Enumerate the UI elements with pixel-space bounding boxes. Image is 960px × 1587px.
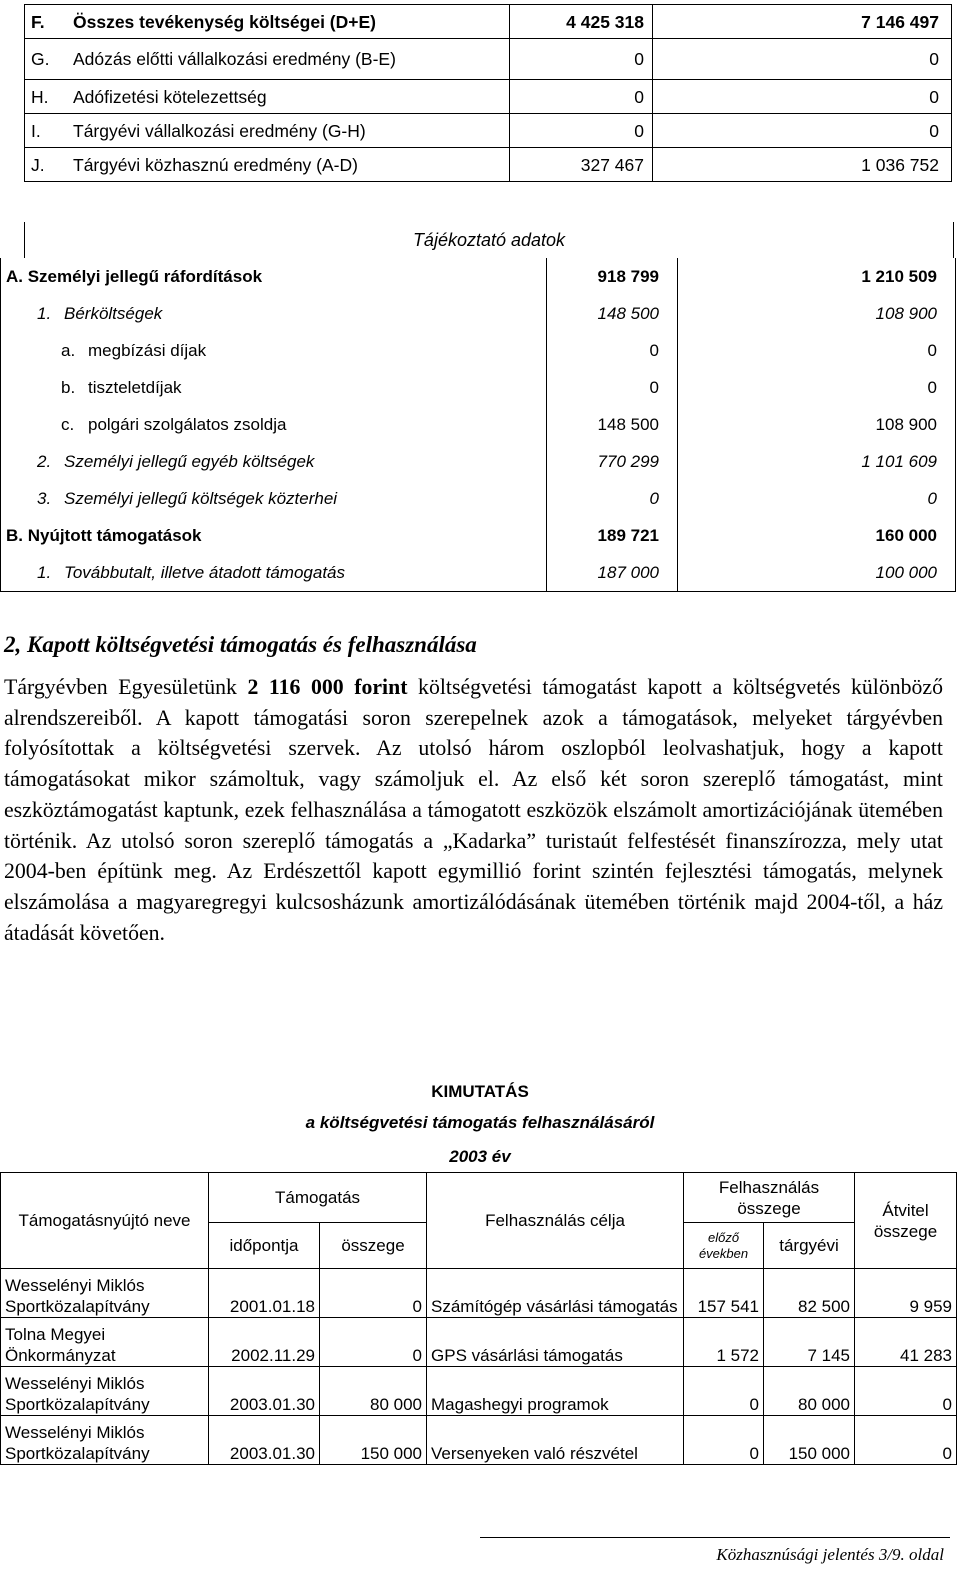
row-number: c. [61,414,75,434]
cell-prev: 157 541 [684,1269,764,1318]
row-text: Továbbutalt, illetve átadott támogatás [64,562,345,582]
row-text: megbízási díjak [88,340,207,360]
row-value-prev: 0 [510,114,653,148]
row-label: Tárgyévi vállalkozási eredmény (G-H) [67,114,510,148]
row-label [1,443,547,480]
row-label [1,258,547,295]
table-row [1,258,956,295]
table-row [1,480,956,517]
header-carry: Átvitel összege [855,1173,957,1269]
cell-purpose: Versenyeken való részvétel [427,1416,684,1465]
row-code: F. [25,5,68,39]
row-value-current: 1 036 752 [653,148,952,182]
cell-current: 80 000 [764,1367,855,1416]
table-row [25,114,952,148]
row-value-current: 0 [653,80,952,114]
row-number: 2. [37,451,52,471]
row-value-current: 7 146 497 [653,5,952,39]
report-title: KIMUTATÁS [431,1082,529,1101]
info-table-title: Tájékoztató adatok [24,222,954,258]
row-label [1,554,547,592]
cell-purpose: GPS vásárlási támogatás [427,1318,684,1367]
row-text: A. Személyi jellegű ráfordítások [6,266,263,286]
cell-purpose: Számítógép vásárlási támogatás [427,1269,684,1318]
row-value-prev: 4 425 318 [510,5,653,39]
cell-carry: 0 [855,1367,957,1416]
table-row [1,332,956,369]
table-header-row [1,1173,957,1223]
header-purpose: Felhasználás célja [427,1173,684,1269]
row-value-prev: 189 721 [547,517,678,554]
row-value-current: 0 [653,114,952,148]
row-label: Adózás előtti vállalkozási eredmény (B-E) [67,39,510,80]
table-row [1,295,956,332]
cell-provider: Wesselényi Miklós Sportközalapítvány [1,1416,209,1465]
cell-current: 82 500 [764,1269,855,1318]
cell-amount: 0 [320,1269,427,1318]
paragraph-intro: Tárgyévben Egyesületünk [4,675,248,699]
cell-date: 2003.01.30 [209,1416,320,1465]
row-text: tiszteletdíjak [88,377,182,397]
row-value-current: 1 101 609 [678,443,956,480]
row-value-prev: 148 500 [547,295,678,332]
cell-date: 2002.11.29 [209,1318,320,1367]
header-amount: összege [320,1223,427,1269]
cell-purpose: Magashegyi programok [427,1367,684,1416]
cell-provider: Wesselényi Miklós Sportközalapítvány [1,1269,209,1318]
cell-date: 2001.01.18 [209,1269,320,1318]
cell-prev: 0 [684,1367,764,1416]
row-value-current: 108 900 [678,406,956,443]
cell-current: 7 145 [764,1318,855,1367]
row-label [1,332,547,369]
cell-amount: 0 [320,1318,427,1367]
row-value-prev: 770 299 [547,443,678,480]
row-number: 1. [37,303,52,323]
row-code: I. [25,114,68,148]
page-footer: Közhasznúsági jelentés 3/9. oldal [716,1545,944,1564]
row-label [1,406,547,443]
header-support: Támogatás [209,1173,427,1223]
row-number: b. [61,377,76,397]
table-row [25,5,952,39]
row-text: B. Nyújtott támogatások [6,525,202,545]
table-row [25,80,952,114]
row-code: J. [25,148,68,182]
row-value-current: 100 000 [678,554,956,592]
row-value-current: 0 [678,332,956,369]
cell-prev: 1 572 [684,1318,764,1367]
table-row [1,517,956,554]
section-paragraph [4,672,943,948]
header-provider: Támogatásnyújtó neve [1,1173,209,1269]
row-label: Összes tevékenység költségei (D+E) [67,5,510,39]
paragraph-amount: 2 116 000 forint [247,675,408,699]
footer-divider [480,1537,950,1538]
table-row [1,1269,957,1318]
row-value-prev: 0 [547,480,678,517]
row-value-prev: 327 467 [510,148,653,182]
result-table [24,4,952,182]
row-value-current: 1 210 509 [678,258,956,295]
row-text: Bérköltségek [64,303,163,323]
row-number: a. [61,340,76,360]
row-value-current: 0 [678,480,956,517]
table-row [1,1318,957,1367]
table-row [1,554,956,592]
table-row [1,369,956,406]
cell-provider: Wesselényi Miklós Sportközalapítvány [1,1367,209,1416]
row-text: polgári szolgálatos zsoldja [88,414,287,434]
cell-amount: 80 000 [320,1367,427,1416]
table-row [1,443,956,480]
header-prev: előző években [684,1223,764,1269]
row-value-prev: 0 [510,80,653,114]
row-label [1,480,547,517]
info-table [0,258,956,592]
row-number: 3. [37,488,52,508]
cell-provider: Tolna Megyei Önkormányzat [1,1318,209,1367]
table-row [25,148,952,182]
table-row [1,406,956,443]
row-code: G. [25,39,68,80]
cell-current: 150 000 [764,1416,855,1465]
cell-prev: 0 [684,1416,764,1465]
row-number: 1. [37,562,52,582]
row-code: H. [25,80,68,114]
cell-amount: 150 000 [320,1416,427,1465]
row-value-current: 160 000 [678,517,956,554]
row-value-prev: 148 500 [547,406,678,443]
section-heading: 2, Kapott költségvetési támogatás és felhasználása [4,632,477,657]
row-label [1,517,547,554]
row-value-prev: 0 [547,369,678,406]
cell-carry: 9 959 [855,1269,957,1318]
report-year: 2003 év [449,1147,511,1166]
table-row [25,39,952,80]
row-value-prev: 0 [510,39,653,80]
cell-date: 2003.01.30 [209,1367,320,1416]
row-text: Személyi jellegű költségek közterhei [64,488,338,508]
row-value-prev: 187 000 [547,554,678,592]
header-date: időpontja [209,1223,320,1269]
row-value-prev: 0 [547,332,678,369]
header-current: tárgyévi [764,1223,855,1269]
table-row [1,1416,957,1465]
row-label [1,295,547,332]
row-text: Személyi jellegű egyéb költségek [64,451,315,471]
row-label: Tárgyévi közhasznú eredmény (A-D) [67,148,510,182]
support-table [0,1172,957,1465]
report-subtitle: a költségvetési támogatás felhasználásáról [305,1113,655,1132]
row-label: Adófizetési kötelezettség [67,80,510,114]
table-row [1,1367,957,1416]
row-value-current: 0 [678,369,956,406]
row-value-current: 0 [653,39,952,80]
row-value-current: 108 900 [678,295,956,332]
header-usage: Felhasználás összege [684,1173,855,1223]
row-value-prev: 918 799 [547,258,678,295]
cell-carry: 0 [855,1416,957,1465]
cell-carry: 41 283 [855,1318,957,1367]
paragraph-rest: költségvetési támogatást kapott a költségvetés különböző alrendszereiből. A kapott támogatási soron szerepelnek azok a támogatások, melyeket tárgyévben folyósítottak a költségvetési szervek. Az utolsó három oszlopból leolvashatjuk, hogy a kapott támogatásokat mikor számoltuk, vagy számoljuk el. Az első két soron szereplő támogatást, mint eszköztámogatást kaptunk, ezek felhasználása a támogatott eszközök elszámolt amortizációjának ütemében történik. Az utolsó soron szereplő támogatás a „Kadarka” turistaút felfestését finanszírozza, mely utat 2004-ben építünk meg. Az Erdészettől kapott egymillió forint szintén fejlesztési támogatás, melynek elszámolása a magyaregregyi kulcsosházunk amortizálódásának ütemében történik majd 2004-től, a ház átadását követően. [4,675,943,945]
row-label [1,369,547,406]
